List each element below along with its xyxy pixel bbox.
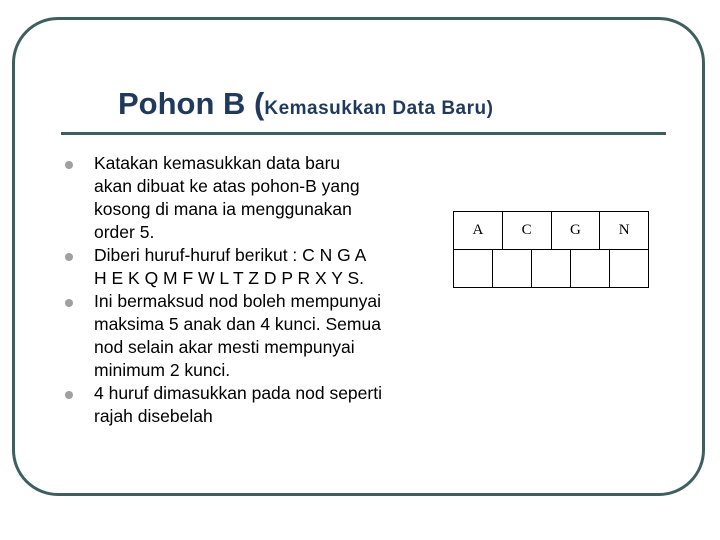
bullet-item <box>64 152 434 244</box>
btree-pointer-cell <box>570 249 610 288</box>
btree-key: G <box>552 212 601 249</box>
btree-pointer-cell <box>609 249 649 288</box>
bullet-dot-icon <box>65 161 73 169</box>
title-close-paren: ) <box>486 98 494 119</box>
bullet-item <box>64 290 434 382</box>
bullet-list <box>64 152 434 428</box>
btree-node-keys <box>453 211 649 250</box>
bullet-dot-icon <box>65 253 73 261</box>
bullet-text: Ini bermaksud nod boleh mempunyai maksima 5 anak dan 4 kunci. Semua nod selain akar mesti mempunyai minimum 2 kunci. <box>94 291 381 380</box>
btree-node-pointers <box>453 249 649 288</box>
title-main: Pohon B ( <box>118 86 265 121</box>
bullet-text: 4 huruf dimasukkan pada nod seperti rajah disebelah <box>94 383 382 426</box>
slide-title <box>118 84 678 129</box>
bullet-item <box>64 244 434 290</box>
bullet-text: Diberi huruf-huruf berikut : C N G A H E K Q M F W L T Z D P R X Y S. <box>94 245 367 288</box>
btree-pointer-cell <box>492 249 532 288</box>
title-subtitle: Kemasukkan Data Baru <box>264 98 487 119</box>
bullet-text: Katakan kemasukkan data baru akan dibuat ke atas pohon-B yang kosong di mana ia menggunakan order 5. <box>94 153 360 242</box>
bullet-item <box>64 382 434 428</box>
btree-pointer-cell <box>531 249 571 288</box>
title-divider <box>61 132 666 135</box>
btree-pointer-cell <box>453 249 493 288</box>
bullet-dot-icon <box>65 391 73 399</box>
btree-key: A <box>454 212 503 249</box>
btree-key: C <box>503 212 552 249</box>
btree-key: N <box>618 222 630 238</box>
bullet-dot-icon <box>65 299 73 307</box>
